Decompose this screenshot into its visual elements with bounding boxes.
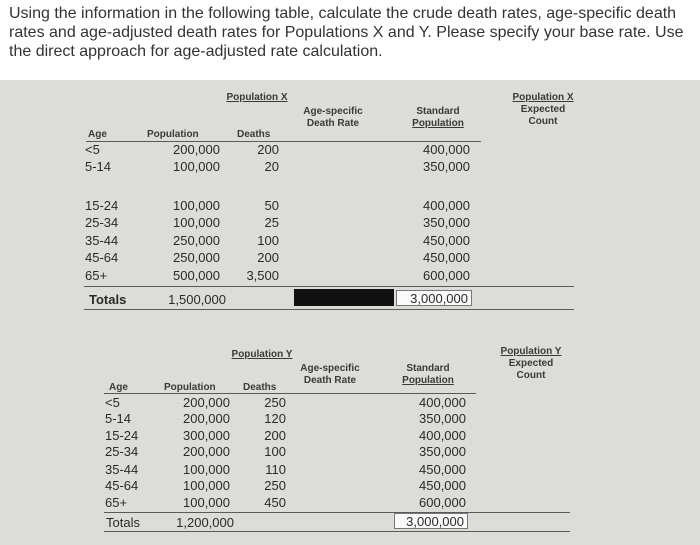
table-y-bottom-rule (104, 531, 570, 532)
table-x-age-header: Age (88, 129, 107, 140)
table-x-deaths-header: Deaths (237, 129, 271, 140)
table-x-population-header: Population (147, 129, 199, 140)
table-x-total-population: 1,500,000 (168, 292, 226, 307)
question-panel (0, 0, 700, 80)
table-x-total-rule (84, 286, 574, 287)
table-y-standard-header: Standard Population (402, 363, 454, 386)
table-x-expected-title: Population X (512, 92, 574, 103)
table-y-total-population: 1,200,000 (176, 515, 234, 530)
table-x-redacted-cell (294, 289, 394, 306)
table-x-title: Population X (226, 92, 288, 103)
table-x-bottom-rule (84, 309, 574, 310)
table-x-standard-header: Standard Population (412, 106, 464, 129)
table-y-expected-header: Expected Count (508, 358, 554, 381)
table-x-total-label: Totals (89, 292, 127, 307)
table-y-age-header: Age (109, 382, 128, 393)
table-x-expected-header: Expected Count (520, 104, 566, 127)
table-y-title: Population Y (231, 349, 293, 360)
table-y-header-rule (104, 393, 476, 394)
table-y-total-rule (104, 512, 570, 513)
table-y-total-label: Totals (106, 515, 140, 530)
table-y-asdr-header: Age-specific Death Rate (300, 363, 360, 386)
question-text: Using the information in the following table, calculate the crude death rates, age-specific death rates and age-adjusted death rates for Populations X and Y. Please specify your base rate. Use the direct approach for age-adjusted rate calculation. (9, 5, 684, 60)
table-y-expected-title: Population Y (500, 346, 562, 357)
table-y-population-header: Population (164, 382, 216, 393)
table-x-asdr-header: Age-specific Death Rate (303, 106, 363, 129)
table-y-deaths-header: Deaths (243, 382, 277, 393)
table-x-total-standard: 3,000,000 (410, 291, 468, 306)
table-y-total-standard: 3,000,000 (406, 514, 464, 529)
